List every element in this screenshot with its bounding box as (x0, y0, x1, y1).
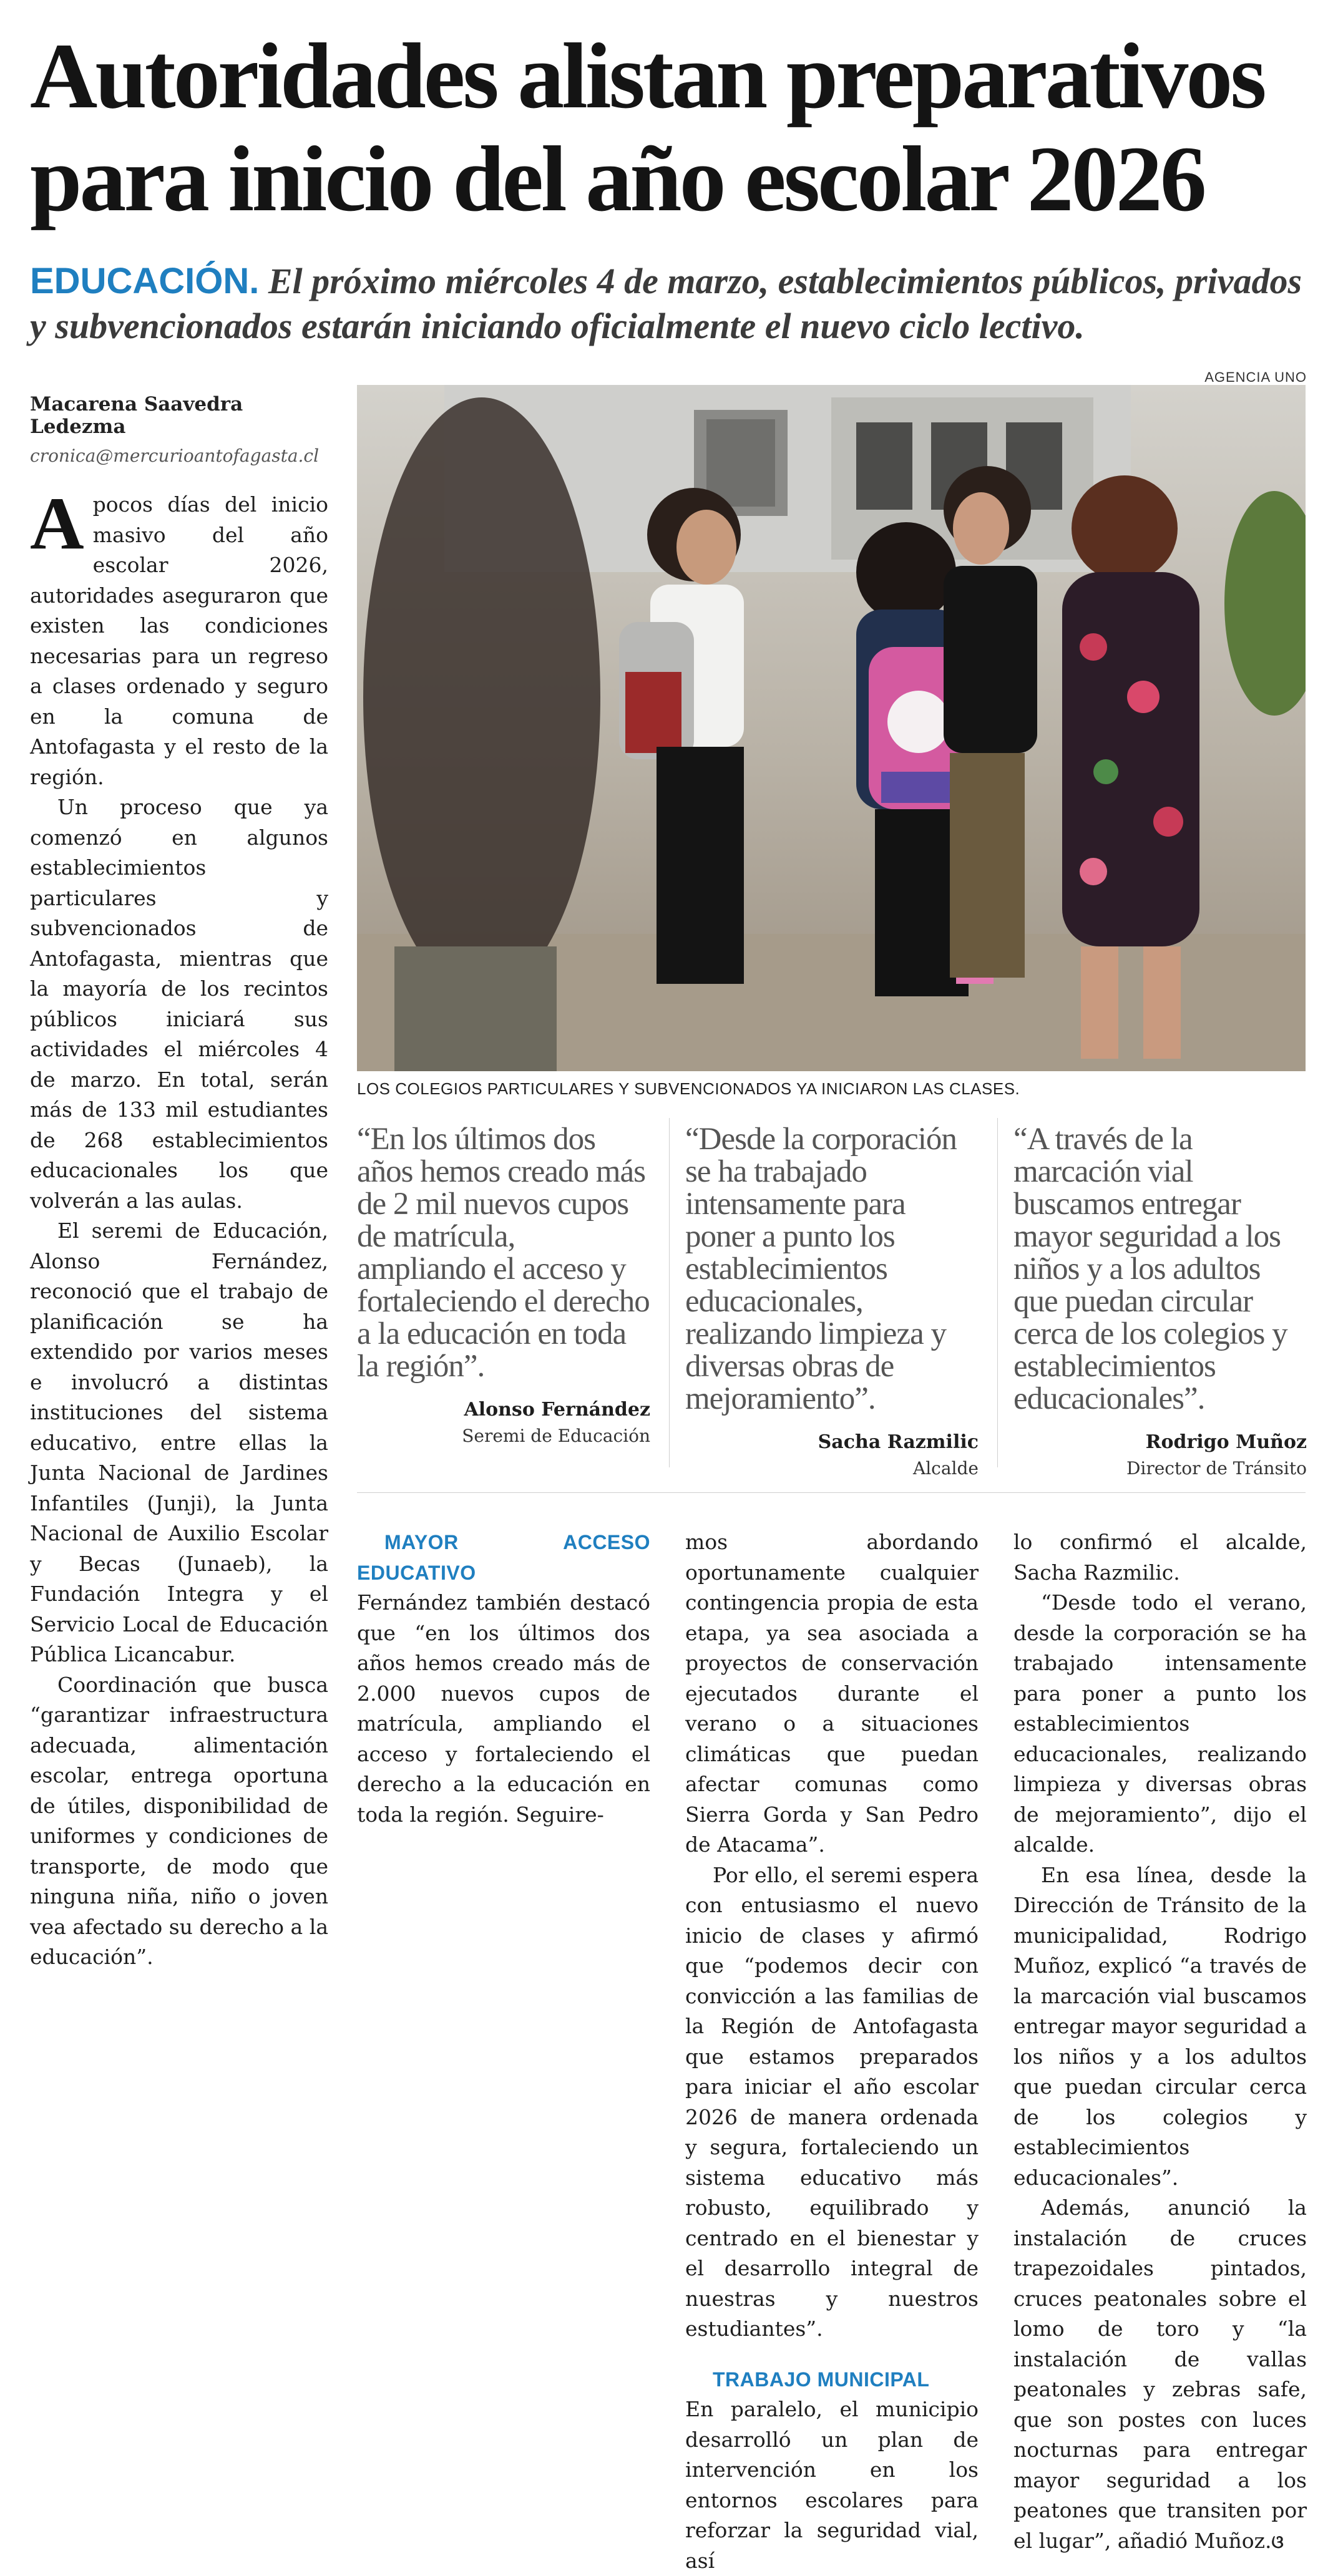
article-column-2 (357, 1527, 650, 1830)
author-email: cronica@mercurioantofagasta.cl (30, 445, 320, 466)
paragraph-lead: Apocos días del inicio masivo del año escolar 2026, autoridades aseguraron que existen las condiciones necesarias para un regreso a clases ordenado y seguro en la comuna de Antofagasta y el resto de la región. (30, 482, 328, 789)
column-divider (997, 1118, 998, 1467)
article-column-1 (30, 482, 328, 1973)
photo-credit: AGENCIA UNO (1204, 369, 1307, 385)
quote-role: Director de Tránsito (1126, 1458, 1307, 1479)
photo-caption: LOS COLEGIOS PARTICULARES Y SUBVENCIONADOS YA INICIARON LAS CLASES. (357, 1079, 1020, 1098)
paragraph: Coordinación que busca “garantizar infraestructura adecuada, alimentación escolar, entrega oportuna de útiles, disponibilidad de uniformes y condiciones de transporte, de modo que ninguna niña, niño o joven vea afectado su derecho a la educación”. (30, 1672, 328, 1969)
subhead-mayor-acceso: MAYOR ACCESO EDUCATIVO (357, 1531, 650, 1584)
quote-text: “En los últimos dos años hemos creado más de 2 mil nuevos cupos de matrícula, ampliando el acceso y fortaleciendo el derecho a la educación en toda la región”. (357, 1122, 650, 1384)
section-divider (357, 1492, 1306, 1493)
paragraph: En esa línea, desde la Dirección de Tránsito de la municipalidad, Rodrigo Muñoz, explicó “a través de la marcación vial buscamos entregar mayor seguridad a los niños y a los adultos que puedan circular cerca de los colegios y establecimientos educacionales”. (1013, 1862, 1307, 2190)
quote-text: “A través de la marcación vial buscamos entregar mayor seguridad a los niños y a los adultos que puedan circular cerca de los colegios y establecimientos educacionales”. (1013, 1122, 1287, 1416)
byline (30, 393, 330, 466)
author-name: Macarena Saavedra Ledezma (30, 393, 243, 438)
section-kicker: EDUCACIÓN. (30, 261, 260, 301)
deck-text: El próximo miércoles 4 de marzo, establecimientos públicos, privados y subvencionados estarán iniciando oficialmente el nuevo ciclo lectivo. (30, 261, 1302, 346)
quote-author: Rodrigo Muñoz (1145, 1431, 1307, 1453)
paragraph: lo confirmó el alcalde, Sacha Razmilic. (1013, 1530, 1307, 1585)
paragraph: El seremi de Educación, Alonso Fernández, reconoció que el trabajo de planificación se ha extendido por varios meses e involucró a distintas instituciones del sistema educativo, entre ellas la Junta Nacional de Jardines Infantiles (Junji), la Junta Nacional de Auxilio Escolar y Becas (Junaeb), la Fundación Integra y el Servicio Local de Educación Pública Licancabur. (30, 1218, 328, 1666)
students-photo-illustration (357, 385, 1306, 1071)
news-photo (357, 385, 1306, 1071)
article-column-4 (1013, 1527, 1307, 2557)
pull-quote (1013, 1123, 1307, 1479)
paragraph: “Desde todo el verano, desde la corporación se ha trabajado intensamente para poner a punto los establecimientos educacionales, realizando limpieza y diversas obras de mejoramiento”, dijo el alcalde. (1013, 1590, 1307, 1857)
pull-quote (357, 1123, 650, 1446)
paragraph: En paralelo, el municipio desarrolló un plan de intervención en los entornos escolares para reforzar la seguridad vial, así (685, 2397, 979, 2573)
paragraph: Un proceso que ya comenzó en algunos establecimientos particulares y subvencionados de Antofagasta, mientras que la mayoría de los recintos públicos iniciará sus actividades el miércoles 4 de marzo. En total, serán más de 133 mil estudiantes de 268 establecimientos educacionales los que volverán a las aulas. (30, 795, 328, 1213)
quote-role: Seremi de Educación (462, 1426, 650, 1446)
paragraph: mos abordando oportunamente cualquier contingencia propia de esta etapa, ya sea asociada a proyectos de conservación ejecutados durante el verano o a situaciones climáticas que puedan afectar comunas como Sierra Gorda y San Pedro de Atacama”. (685, 1530, 979, 1857)
quote-role: Alcalde (913, 1458, 979, 1479)
deck (30, 259, 1316, 349)
headline (30, 25, 1316, 231)
paragraph: Fernández también destacó que “en los últimos dos años hemos creado más de 2.000 nuevos cupos de matrícula, ampliando el acceso y fortaleciendo el derecho a la educación en toda la región. Seguire- (357, 1590, 650, 1827)
pull-quote (685, 1123, 979, 1479)
quote-author: Sacha Razmilic (818, 1431, 979, 1453)
paragraph: Por ello, el seremi espera con entusiasmo el nuevo inicio de clases y afirmó que “podemos decir con convicción a las familias de la Región de Antofagasta que estamos preparados para iniciar el año escolar 2026 de manera ordenada y segura, fortaleciendo un sistema educativo más robusto, equilibrado y centrado en el bienestar y el desarrollo integral de nuestras y nuestros estudiantes”. (685, 1862, 979, 2341)
column-divider (669, 1118, 670, 1467)
headline-line-1: Autoridades alistan preparativos (30, 24, 1264, 128)
headline-line-2: para inicio del año escolar 2026 (30, 127, 1204, 231)
article-column-3 (685, 1527, 979, 2576)
paragraph-text: Además, anunció la instalación de cruces trapezoidales pintados, cruces peatonales sobre el lomo de toro y “la instalación de vallas peatonales y zebras safe, que son postes con luces nocturnas para entregar mayor seguridad a los peatones que transiten por el lugar”, añadió Muñoz. (1013, 2195, 1307, 2553)
drop-cap: A (30, 482, 84, 565)
quote-text: “Desde la corporación se ha trabajado intensamente para poner a punto los establecimientos educacionales, realizando limpieza y diversas obras de mejoramiento”. (685, 1122, 957, 1416)
end-mark-icon: ଓ (1271, 2531, 1284, 2552)
paragraph (1013, 2193, 1307, 2557)
quote-author: Alonso Fernández (464, 1399, 650, 1421)
subhead-trabajo-municipal: TRABAJO MUNICIPAL (713, 2368, 930, 2391)
